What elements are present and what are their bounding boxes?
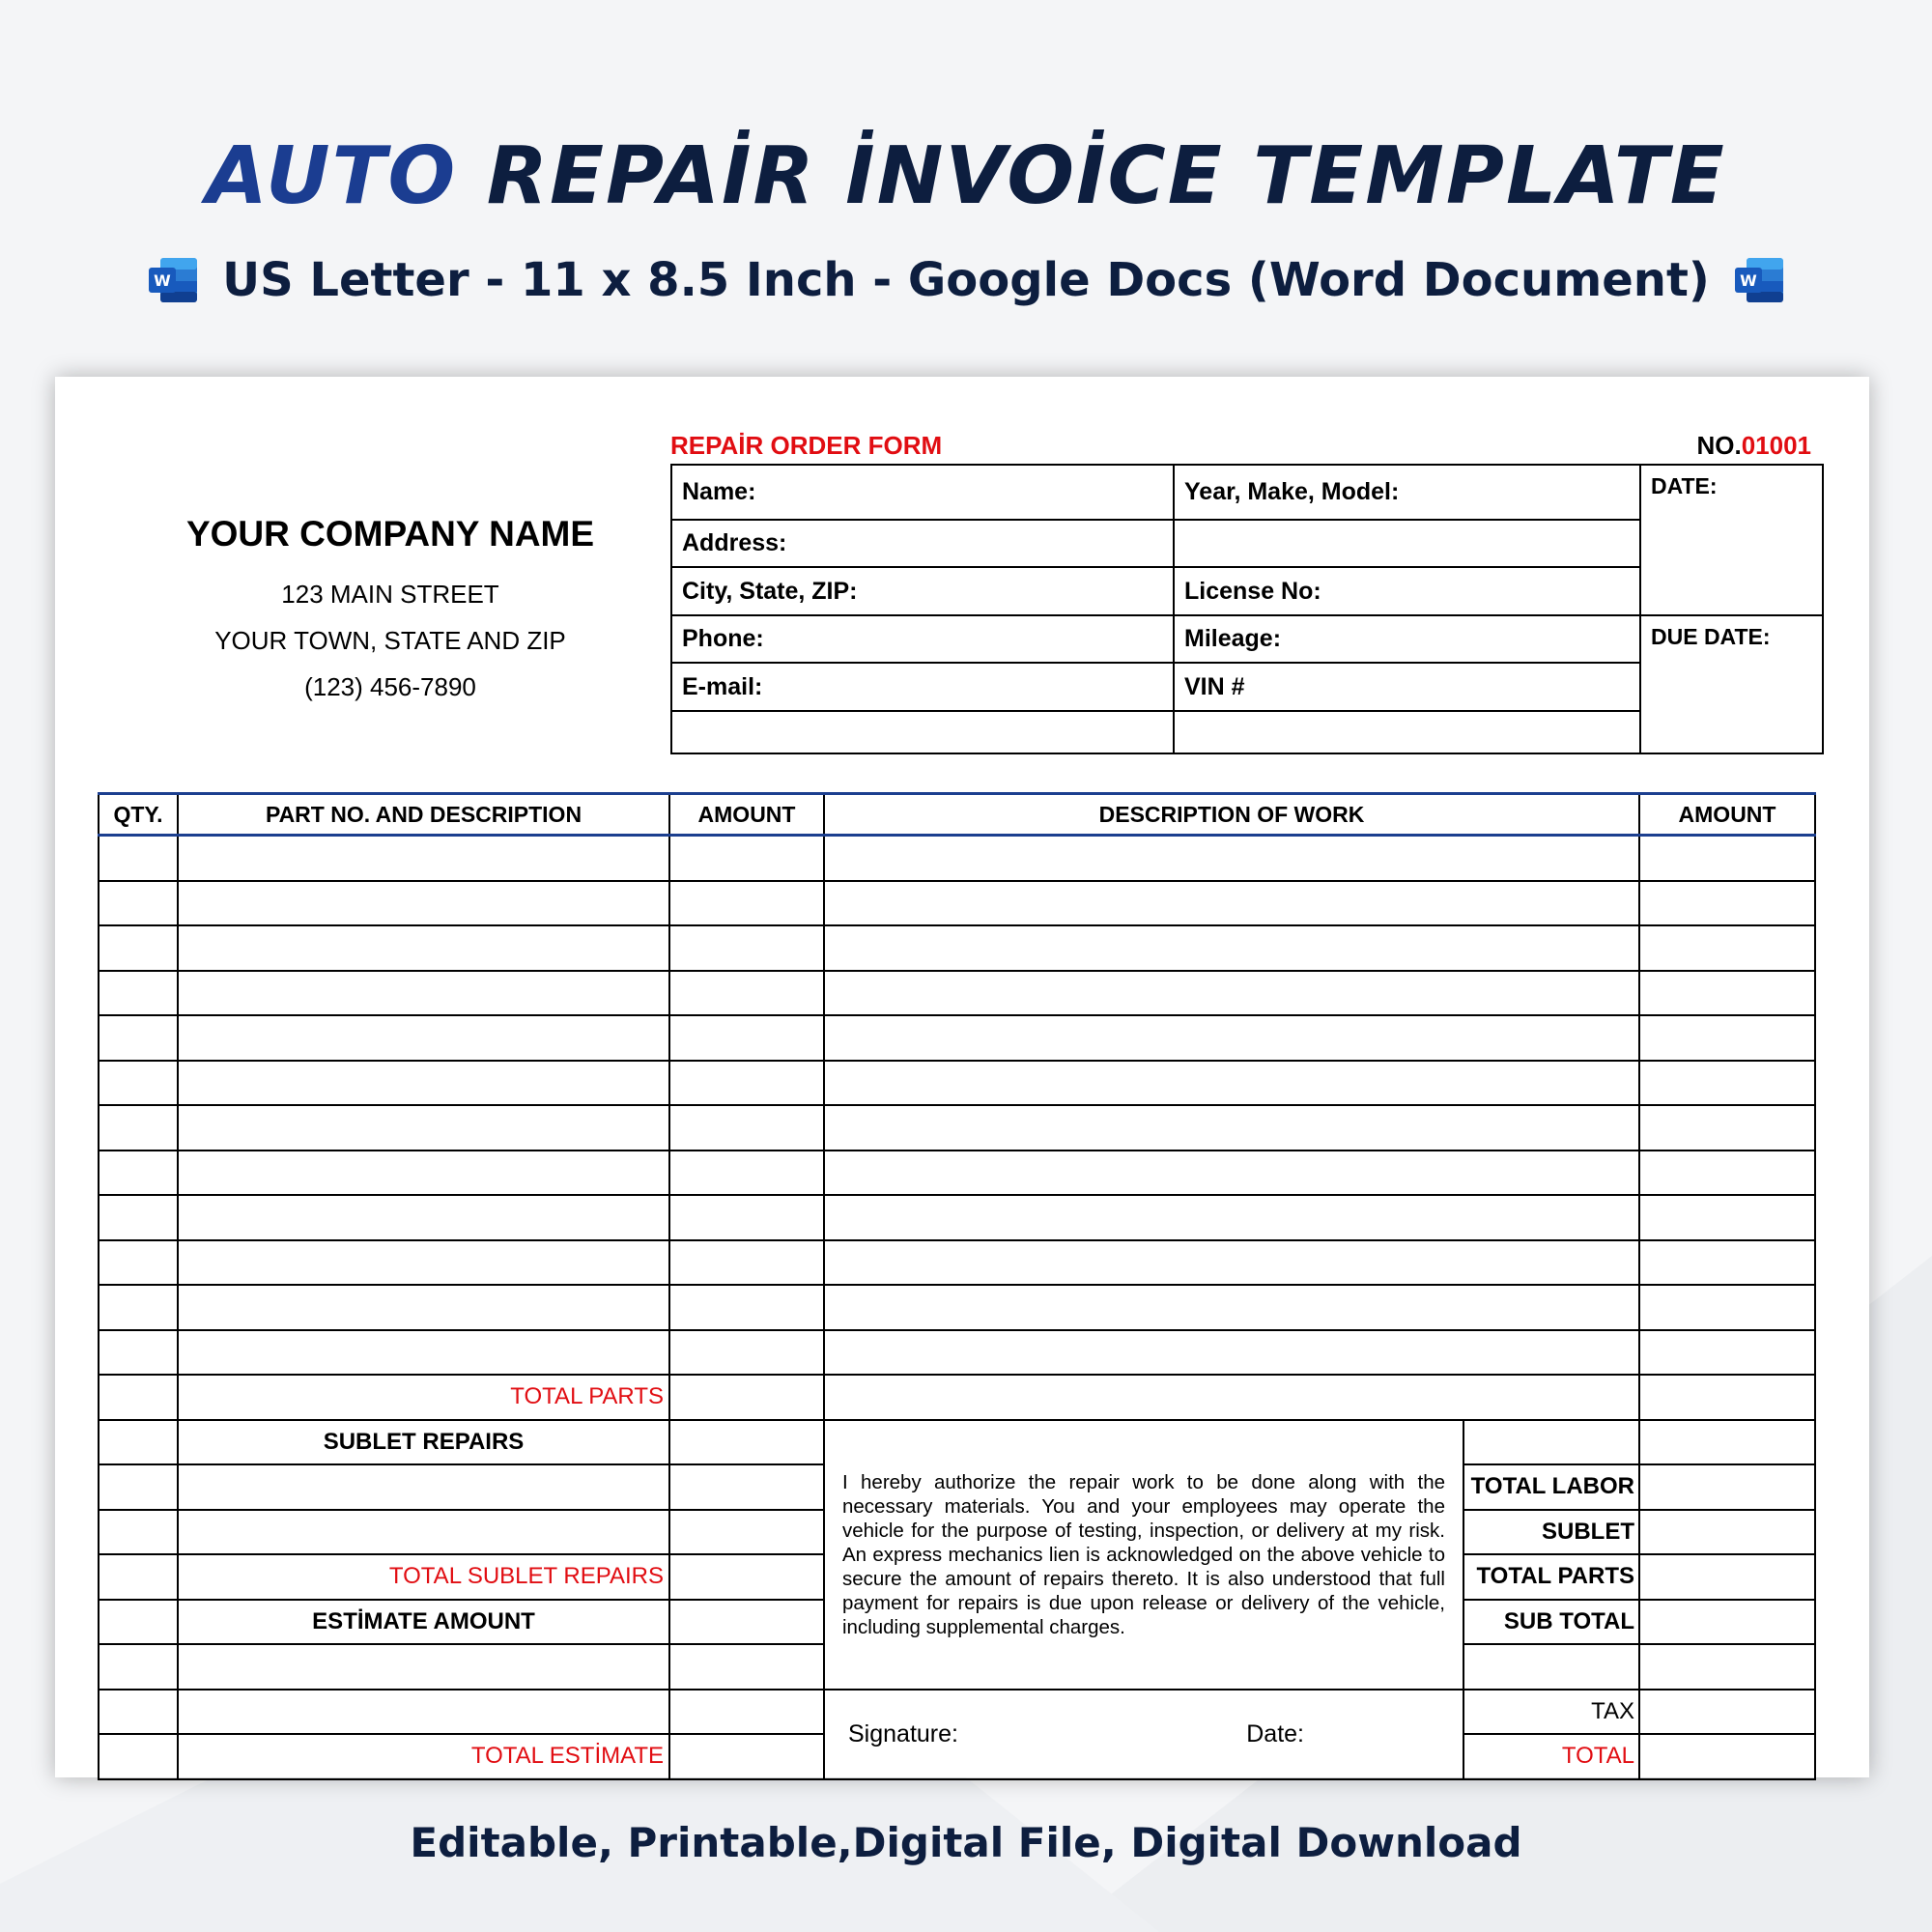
header-part-description: PART NO. AND DESCRIPTION	[178, 794, 669, 836]
hero-title	[0, 130, 1932, 222]
table-row	[99, 971, 1815, 1016]
footer-tagline: Editable, Printable,Digital File, Digital Download	[410, 1819, 1522, 1866]
word-icon-letter: W	[154, 271, 171, 290]
repair-order-label: REPAİR ORDER FORM	[670, 431, 943, 460]
header-qty: QTY.	[99, 794, 178, 836]
header-work-description: DESCRIPTION OF WORK	[824, 794, 1639, 836]
table-row	[99, 881, 1815, 926]
company-block	[163, 514, 617, 702]
license-field[interactable]: License No:	[1174, 567, 1640, 615]
total-parts-summary-amount[interactable]	[1639, 1554, 1815, 1600]
total-parts-summary-label: TOTAL PARTS	[1463, 1554, 1639, 1600]
total-estimate-amount[interactable]	[669, 1734, 824, 1779]
word-document-icon	[147, 256, 199, 304]
company-phone: (123) 456-7890	[304, 672, 476, 701]
customer-info-table	[670, 464, 1824, 754]
table-row	[99, 1061, 1815, 1106]
total-labor-label: TOTAL LABOR	[1463, 1464, 1639, 1510]
blank-field[interactable]	[671, 711, 1174, 753]
table-row	[99, 925, 1815, 971]
sublet-label: SUBLET	[1463, 1510, 1639, 1555]
table-row	[99, 1330, 1815, 1376]
table-row	[99, 1105, 1815, 1151]
sublet-repairs-heading: SUBLET REPAIRS	[178, 1420, 669, 1465]
table-row-sublet-heading	[99, 1420, 1815, 1465]
address-field[interactable]: Address:	[671, 520, 1174, 567]
header-parts-amount: AMOUNT	[669, 794, 824, 836]
city-field[interactable]: City, State, ZIP:	[671, 567, 1174, 615]
vehicle-field[interactable]: Year, Make, Model:	[1174, 465, 1640, 520]
email-field[interactable]: E-mail:	[671, 663, 1174, 711]
subtitle-text: US Letter - 11 x 8.5 Inch - Google Docs (Word Document)	[222, 253, 1710, 307]
estimate-amount-heading: ESTİMATE AMOUNT	[178, 1600, 669, 1645]
phone-field[interactable]: Phone:	[671, 615, 1174, 663]
date-field[interactable]: DATE:	[1640, 465, 1823, 615]
order-number-prefix: NO.	[1696, 431, 1742, 460]
table-row	[99, 1240, 1815, 1286]
sub-total-label: SUB TOTAL	[1463, 1600, 1639, 1645]
authorization-text: I hereby authorize the repair work to be done along with the necessary materials. You and your employees may operate the vehicle for the purpose of testing, inspection, or delivery at my risk. An express mechanics lien is acknowledged on the above vehicle to secure the amount of repairs thereto. It is also understood that full payment for repairs is due upon release or delivery of the vehicle, including supplemental charges.	[842, 1470, 1445, 1638]
header-labor-amount: AMOUNT	[1639, 794, 1815, 836]
total-parts-label: TOTAL PARTS	[178, 1375, 669, 1420]
table-row	[99, 1015, 1815, 1061]
order-number	[1696, 431, 1811, 461]
word-icon-letter: W	[1740, 271, 1757, 290]
total-estimate-label: TOTAL ESTİMATE	[178, 1734, 669, 1779]
word-document-icon	[1733, 256, 1785, 304]
vehicle-extra-field[interactable]	[1174, 520, 1640, 567]
total-parts-amount[interactable]	[669, 1375, 824, 1420]
table-row	[99, 1151, 1815, 1196]
table-row	[99, 1690, 1815, 1735]
order-number-value: 01001	[1741, 431, 1811, 460]
signature-date-label: Date:	[1246, 1719, 1304, 1747]
vin-field[interactable]: VIN #	[1174, 663, 1640, 711]
company-town: YOUR TOWN, STATE AND ZIP	[214, 626, 566, 655]
grand-total-label: TOTAL	[1463, 1734, 1639, 1779]
hero-title-accent: AUTO	[206, 130, 458, 222]
company-name: YOUR COMPANY NAME	[185, 514, 595, 554]
tax-label: TAX	[1463, 1690, 1639, 1735]
table-row-total-parts	[99, 1375, 1815, 1420]
total-sublet-repairs-label: TOTAL SUBLET REPAIRS	[178, 1554, 669, 1600]
name-field[interactable]: Name:	[671, 465, 1174, 520]
signature-label: Signature:	[848, 1719, 958, 1747]
grand-total-amount[interactable]	[1639, 1734, 1815, 1779]
hero-subtitle	[0, 253, 1932, 307]
line-items-table	[98, 792, 1816, 1780]
blank-field[interactable]	[1174, 711, 1640, 753]
tax-amount[interactable]	[1639, 1690, 1815, 1735]
total-labor-amount[interactable]	[1639, 1464, 1815, 1510]
table-row	[99, 1195, 1815, 1240]
sub-total-amount[interactable]	[1639, 1600, 1815, 1645]
authorization-box	[824, 1420, 1463, 1690]
due-date-field[interactable]: DUE DATE:	[1640, 615, 1823, 753]
invoice-sheet	[55, 377, 1869, 1777]
table-row	[99, 1285, 1815, 1330]
company-street: 123 MAIN STREET	[281, 580, 499, 609]
mileage-field[interactable]: Mileage:	[1174, 615, 1640, 663]
hero-title-rest: REPAİR İNVOİCE TEMPLATE	[486, 130, 1726, 222]
table-row	[99, 836, 1815, 881]
sublet-amount[interactable]	[1639, 1510, 1815, 1555]
signature-box	[824, 1690, 1463, 1779]
